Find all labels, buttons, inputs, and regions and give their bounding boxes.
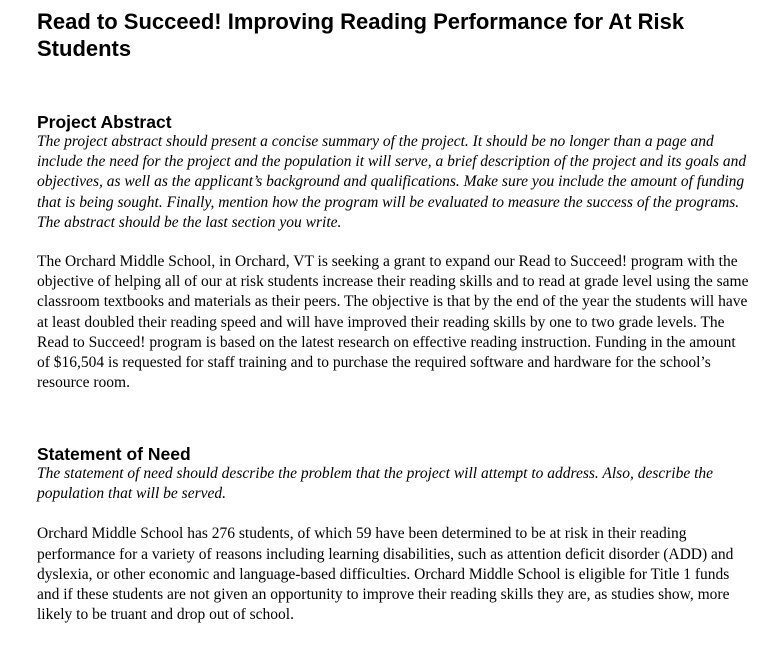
section-heading: Project Abstract: [37, 112, 172, 132]
document-title: Read to Succeed! Improving Reading Performance for At Risk Students: [37, 9, 685, 61]
section-instruction: The statement of need should describe the problem that the project will attempt to address. Also, describe the population that will be served.: [37, 465, 714, 503]
section-heading: Statement of Need: [37, 444, 191, 464]
section-body: Orchard Middle School has 276 students, of which 59 have been determined to be at risk in their reading performance for a variety of reasons including learning disabilities, such as attention deficit disorder (ADD) and dyslexia, or other economic and language-based difficulties. Orchard Middle School is eligible for Title 1 funds and if these students are not given an opportunity to improve their reading skills they are, as studies show, more likely to be truant and drop out of school.: [37, 525, 734, 624]
section-instruction: The project abstract should present a concise summary of the project. It should be no longer than a page and include the need for the project and the population it will serve, a brief description of the project and its goals and objectives, as well as the applicant’s background and qualifications. Make sure you include the amount of funding that is being sought. Finally, mention how the program will be evaluated to measure the success of the programs. The abstract should be the last section you write.: [37, 133, 747, 231]
section-project-abstract: [37, 112, 749, 393]
section-body: The Orchard Middle School, in Orchard, VT is seeking a grant to expand our Read to Succeed! program with the objective of helping all of our at risk students increase their reading skills and to read at grade level using the same classroom textbooks and materials as their peers. The objective is that by the end of the year the students will have at least doubled their reading speed and will have improved their reading skills by one to two grade levels. The Read to Succeed! program is based on the latest research on effective reading instruction. Funding in the amount of $16,504 is requested for staff training and to purchase the required software and hardware for the school’s resource room.: [37, 253, 749, 392]
section-statement-of-need: [37, 444, 749, 625]
